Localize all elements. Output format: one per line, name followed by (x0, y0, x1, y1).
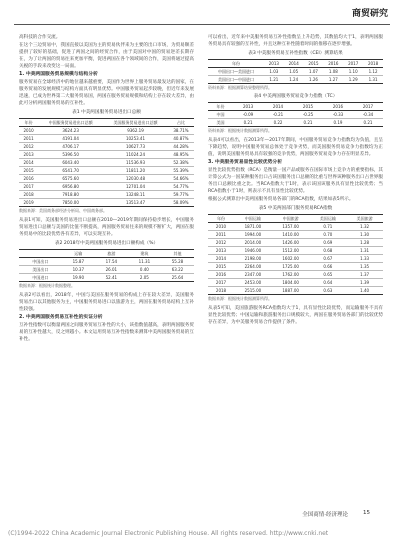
table-row (208, 255, 383, 263)
table-cell: 1.40 (346, 287, 383, 295)
left-paragraph-2: 在这个三边贸易中，我国直接以美国为主的贸易伙伴来为主要的出口市场，为贸易顺差提供了较好的基础，促进了两国之间的经贸合作，由于美国对中国的贸易逆差长期存在，为了让两国的贸易往来更加平衡，促进两国在各个领域间的合作，美国将通过提高关税的手段来改变这一局面。 (19, 43, 194, 69)
table-row (208, 111, 383, 119)
table-row (208, 287, 383, 295)
table-cell: 0.68 (310, 247, 347, 255)
table-cell: 1804.00 (272, 279, 310, 287)
table-cell: 2015 (208, 263, 234, 271)
table-header-cell: 中国服务贸易进出口总额 (38, 119, 103, 127)
table-cell: 48.95% (168, 151, 194, 159)
table-cell: 2011 (19, 135, 38, 143)
table-cell: 0.63 (310, 287, 347, 295)
table-header-cell: 2016 (323, 103, 353, 111)
table-header-cell: 2015 (293, 103, 323, 111)
table-cell: 1.10 (343, 68, 363, 76)
table-row (19, 167, 194, 175)
table-cell: 1.39 (346, 279, 383, 287)
table-cell: 54.77% (168, 183, 194, 191)
table-header-cell: 美国服务贸易进出口总额 (103, 119, 168, 127)
table-header-cell: 中国旅游 (272, 215, 310, 223)
table-4-note: 资料来源：根据统计数据测算所得。 (208, 128, 272, 133)
left-paragraph-1: 高科技的合作交流。 (19, 35, 61, 40)
table-cell: 58.09% (168, 199, 194, 207)
table-cell: 1.28 (346, 239, 383, 247)
page-number: 15 (363, 510, 370, 516)
table-cell: 0.40 (128, 266, 161, 274)
table-cell: 1.12 (363, 68, 383, 76)
table-header-row (19, 250, 194, 258)
table-cell: 55.39% (168, 167, 194, 175)
table-5-note: 数据来源：根据统计数据测算所得。 (208, 296, 272, 301)
table-cell: 12030.48 (103, 175, 168, 183)
table-row (19, 183, 194, 191)
table-cell: 0.65 (310, 271, 347, 279)
table-cell: 11.31 (128, 258, 161, 266)
table-row (208, 119, 383, 127)
table-cell: 2012 (208, 239, 234, 247)
table-cell: 25.64 (161, 274, 194, 282)
table-header-cell: 2013 (233, 103, 263, 111)
table-cell: 2453.00 (234, 279, 272, 287)
table-row (19, 258, 194, 266)
table-cell: 1.33 (346, 255, 383, 263)
table-cell: 2010 (208, 223, 234, 231)
table-row (208, 247, 383, 255)
table-cell: 9362.19 (103, 127, 168, 135)
left-paragraph-4: 从表1可知，美国服务贸易进出口总额在2010—2019年期间保持稳步增长，中国服务贸易进出口总额与美国的比值不断提高，两国服务贸易往来的规模不断扩大，两国在服务贸易中的比较优势各有差异，可以实现互补。 (19, 218, 194, 237)
table-header-cell: 年份 (208, 215, 234, 223)
table-cell: 17.54 (95, 258, 128, 266)
left-paragraph-3: 服务贸易在全球经济中的地位越来越重要，美国作为世界上服务贸易最发达的国家，在服务贸易的发展规模与结构方面具有明显优势。中国服务贸易起步较晚，但近年来发展迅速，已成为世界第二大服务贸易国，两国在服务贸易规模和结构上存在较大差异，由此可分析两国服务贸易的互补性。 (19, 80, 194, 106)
table-cell: 3624.23 (38, 127, 103, 135)
table-header-cell: 2018 (363, 60, 383, 68)
table-cell: 54.66% (168, 175, 194, 183)
table-cell: 1.35 (346, 263, 383, 271)
table-cell: 2.05 (128, 274, 161, 282)
table-cell: 4706.17 (38, 143, 103, 151)
table-3-note: 资料来源：根据测算结果整理所得。 (208, 85, 272, 90)
table-cell: 1.03 (264, 68, 284, 76)
table-cell: 11536.93 (103, 159, 168, 167)
table-cell: 5396.50 (38, 151, 103, 159)
table-row (19, 143, 194, 151)
table-1-note: 数据来源：美国商务部经济分析局、中国商务部。 (19, 208, 107, 213)
table-cell: 中国 (208, 111, 233, 119)
table-cell: 中国进口 (19, 274, 62, 282)
table-3-caption: 表3 中美服务贸易互补性指数（CEI）测算结果 (248, 51, 343, 56)
left-column (19, 34, 194, 344)
table-3 (208, 59, 383, 84)
table-row (208, 68, 383, 76)
table-cell: 6575.60 (38, 175, 103, 183)
left-paragraph-5: 从表2可以看出，2018年，中国与美国在服务贸易的构成上存在较大差异，美国服务贸易出口以其他服务为主，中国服务贸易进口以旅游为主，两国在服务贸易结构上互补性较强。 (19, 293, 194, 312)
left-paragraph-6: 互补性指数可以衡量两国之间服务贸易互补性的大小，该指数值越高，表明两国服务贸易的互补性越大，反之则越小。本文运用贸易互补性指数来测算中美两国服务贸易的互补性。 (19, 323, 194, 342)
table-cell: 1994.00 (234, 231, 272, 239)
table-header-cell: 2016 (323, 60, 343, 68)
table-header-cell: 占比 (168, 119, 194, 127)
table-cell: 1.37 (346, 271, 383, 279)
table-row (19, 159, 194, 167)
table-4 (208, 102, 383, 127)
table-cell: 1.26 (304, 76, 324, 84)
table-5 (208, 214, 383, 295)
table-cell: 2014 (208, 255, 234, 263)
table-5-caption: 表5 中美两国部门服务贸易RCA指数 (258, 206, 333, 211)
table-row (208, 231, 383, 239)
table-cell: 19.90 (62, 274, 95, 282)
table-cell: 0.71 (310, 223, 347, 231)
table-cell: 12701.04 (103, 183, 168, 191)
table-cell: 0.21 (293, 119, 323, 127)
table-cell: 0.21 (233, 119, 263, 127)
table-cell: 1410.00 (272, 231, 310, 239)
table-row (19, 199, 194, 207)
table-cell: 38.71% (168, 127, 194, 135)
table-cell: 1887.00 (272, 287, 310, 295)
table-row (208, 223, 383, 231)
table-cell: 2018 (19, 191, 38, 199)
table-cell: 1725.00 (272, 263, 310, 271)
right-paragraph-1: 可以看出，近年来中美服务贸易互补性指数呈上升趋势，其数值均大于1，表明两国服务贸易具有较强的互补性，并且这种互补性随着时间的推移在逐步增强。 (208, 35, 383, 47)
table-row (19, 266, 194, 274)
table-cell: 40.87% (168, 135, 194, 143)
table-cell: 中国出口 (19, 258, 62, 266)
table-row (19, 127, 194, 135)
table-cell: 11811.20 (103, 167, 168, 175)
table-cell: 2015 (19, 167, 38, 175)
table-cell: -0.21 (263, 111, 293, 119)
table-row (19, 175, 194, 183)
table-cell: 2016 (208, 271, 234, 279)
table-cell: 13248.11 (103, 191, 168, 199)
table-cell: 52.38% (168, 159, 194, 167)
left-heading-2: 2. 中美两国服务贸易互补性的实证分析 (19, 315, 103, 320)
table-header-row (19, 119, 194, 127)
table-cell: 美国出口—中国进口 (208, 76, 264, 84)
table-header-cell: 美国旅游 (346, 215, 383, 223)
right-paragraph-2: 从表4可以看出，在2013年—2017年期间，中国服务贸易竞争力指数均为负值，且呈下降趋势，说明中国服务贸易总体处于竞争劣势，而美国服务贸易竞争力指数均为正值，说明美国服务贸易具有较强的竞争优势，两国服务贸易竞争力存在明显差异。 (208, 138, 383, 157)
table-cell: 2198.00 (234, 255, 272, 263)
table-cell: 1871.00 (234, 223, 272, 231)
table-cell: 美国 (208, 119, 233, 127)
table-cell: -0.33 (323, 111, 353, 119)
table-cell: 0.70 (310, 231, 347, 239)
table-cell: 1.31 (363, 76, 383, 84)
table-cell: 0.19 (323, 119, 353, 127)
table-cell: 4191.04 (38, 135, 103, 143)
table-cell: 美国出口 (19, 266, 62, 274)
table-header-cell: 中国运输 (234, 215, 272, 223)
table-header-cell: 年份 (208, 103, 233, 111)
table-cell: 2017 (19, 183, 38, 191)
table-4-caption: 表4 中美两国服务贸易竞争力指数（TC） (253, 94, 338, 99)
right-column (208, 34, 383, 327)
table-cell: 59.77% (168, 191, 194, 199)
table-2 (19, 249, 194, 282)
section-label: 商贸研究 (351, 9, 388, 19)
table-cell: 0.66 (310, 263, 347, 271)
table-header-row (208, 215, 383, 223)
page-header (0, 0, 400, 26)
table-cell: 52.41 (95, 274, 128, 282)
table-row (19, 151, 194, 159)
table-cell: 7918.80 (38, 191, 103, 199)
table-row (208, 263, 383, 271)
table-cell: 1.08 (323, 68, 343, 76)
table-cell: 44.28% (168, 143, 194, 151)
table-cell: 1.24 (284, 76, 304, 84)
table-cell: 10.37 (62, 266, 95, 274)
table-cell: 6043.40 (38, 159, 103, 167)
table-cell: 6541.70 (38, 167, 103, 175)
table-cell: 1512.00 (272, 247, 310, 255)
table-header-cell: 其他 (161, 250, 194, 258)
table-header-cell: 2013 (264, 60, 284, 68)
table-cell: 2014.00 (234, 239, 272, 247)
table-header-cell: 2015 (304, 60, 324, 68)
table-cell: -0.34 (353, 111, 383, 119)
journal-name: 全国商情·经济理论 (302, 512, 348, 518)
table-cell: 6956.80 (38, 183, 103, 191)
table-header-cell: 2014 (284, 60, 304, 68)
table-row (208, 239, 383, 247)
table-row (19, 135, 194, 143)
table-row (208, 271, 383, 279)
table-cell: 2010 (19, 127, 38, 135)
table-cell: 1946.00 (234, 247, 272, 255)
table-row (19, 191, 194, 199)
table-cell: 55.28 (161, 258, 194, 266)
right-heading-1: 3. 中美服务贸易显性比较优势分析 (208, 160, 282, 165)
table-header-cell: 2014 (263, 103, 293, 111)
table-cell: 1.05 (284, 68, 304, 76)
table-cell: 1426.00 (272, 239, 310, 247)
table-header-cell: 建筑 (128, 250, 161, 258)
table-cell: 1.07 (304, 68, 324, 76)
right-paragraph-3: 显性比较优势指数（RCA）是衡量一国产品或服务在国际市场上竞争力的重要指标，其计算公式为一国某种服务出口占该国服务出口总额的比重与世界该种服务出口占世界服务出口总额比重之比。当RCA指数大于1时，表示该国该服务具有显性比较优势；当RCA指数小于1时，则表示不具有显性比较优势。 (208, 168, 383, 194)
table-cell: 0.21 (353, 119, 383, 127)
page-footer (0, 510, 400, 542)
table-cell: 7850.00 (38, 199, 103, 207)
table-cell: 11024.24 (103, 151, 168, 159)
table-row (208, 279, 383, 287)
table-cell: 0.69 (310, 239, 347, 247)
table-cell: 2017 (208, 279, 234, 287)
table-cell: 10627.73 (103, 143, 168, 151)
right-paragraph-4: 根据公式测算出中美两国服务贸易各部门的RCA指数，结果如表5所示。 (208, 197, 354, 202)
table-cell: 0.22 (263, 119, 293, 127)
table-cell: 0.64 (310, 279, 347, 287)
table-cell: 1.30 (346, 231, 383, 239)
table-cell: 2264.00 (234, 263, 272, 271)
table-cell: 1357.00 (272, 223, 310, 231)
table-header-cell: 2017 (343, 60, 363, 68)
table-2-caption: 表2 2018年中美两国服务贸易进出口额构成（%） (54, 241, 159, 246)
table-header-cell: 2017 (353, 103, 383, 111)
table-1 (19, 118, 194, 207)
table-cell: 2515.00 (234, 287, 272, 295)
header-rule (14, 24, 390, 25)
table-header-cell: 运输 (62, 250, 95, 258)
table-cell: 1.31 (346, 247, 383, 255)
table-header-cell: 美国运输 (310, 215, 347, 223)
table-cell: 63.22 (161, 266, 194, 274)
table-2-note: 数据来源：根据统计数据整理。 (19, 283, 75, 288)
table-header-cell: 年份 (208, 60, 264, 68)
table-header-cell (19, 250, 62, 258)
table-cell: 中国出口—美国进口 (208, 68, 264, 76)
table-cell: 1762.00 (272, 271, 310, 279)
table-cell: 2013 (19, 151, 38, 159)
table-cell: 26.01 (95, 266, 128, 274)
table-cell: 1.21 (264, 76, 284, 84)
table-cell: 10253.41 (103, 135, 168, 143)
table-header-row (208, 103, 383, 111)
table-cell: 2011 (208, 231, 234, 239)
table-cell: 2019 (19, 199, 38, 207)
table-cell: 2014 (19, 159, 38, 167)
table-1-caption: 表1 中美两国服务贸易进出口总额 (72, 110, 141, 115)
table-cell: 13513.47 (103, 199, 168, 207)
table-cell: 2013 (208, 247, 234, 255)
table-row (208, 76, 383, 84)
table-cell: 2018 (208, 287, 234, 295)
table-cell: 2347.00 (234, 271, 272, 279)
table-header-cell: 年份 (19, 119, 38, 127)
table-cell: 15.87 (62, 258, 95, 266)
table-header-row (208, 60, 383, 68)
table-cell: 0.67 (310, 255, 347, 263)
table-header-cell: 旅游 (95, 250, 128, 258)
right-paragraph-5: 从表5可知，美国旅游服务RCA指数均大于1，具有显性比较优势，而运输服务不具有显性比较优势；中国运输和旅游服务出口规模较大，两国在服务贸易各部门的比较优势存在差异，为中美服务贸易合作提供了条件。 (208, 306, 383, 325)
left-heading-1: 1. 中美两国服务贸易规模与结构分析 (19, 72, 98, 77)
table-row (19, 274, 194, 282)
table-cell: 1.29 (343, 76, 363, 84)
table-cell: 2016 (19, 175, 38, 183)
table-cell: -0.25 (293, 111, 323, 119)
table-cell: 1602.00 (272, 255, 310, 263)
copyright-line: (C)1994-2022 China Academic Journal Electronic Publishing House. All rights reserved. http://www.cnki.net (8, 530, 329, 537)
table-cell: 1.32 (346, 223, 383, 231)
table-cell: 1.27 (323, 76, 343, 84)
table-cell: 2012 (19, 143, 38, 151)
table-cell: -0.09 (233, 111, 263, 119)
